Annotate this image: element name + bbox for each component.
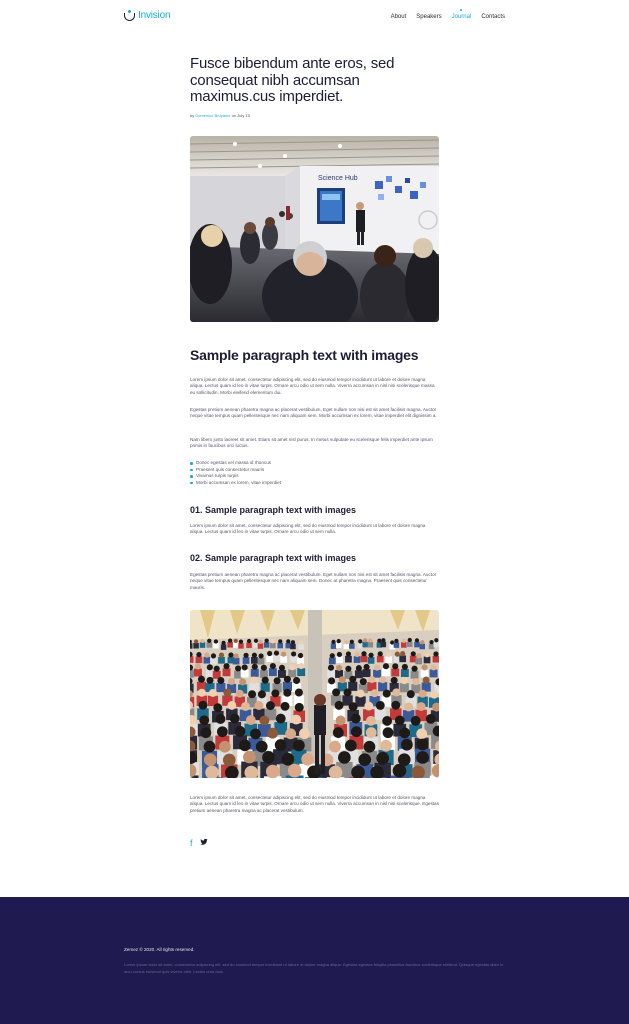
list-item: Vivamus turpis turpis xyxy=(190,473,439,480)
nav-journal[interactable]: Journal xyxy=(451,14,472,20)
bullet-list xyxy=(190,460,439,486)
hero-image xyxy=(190,136,439,322)
paragraph-2: Egestas pretium aenean pharetra magna ac placerat vestibulum. Eget nullam non nisi est sit amet facilisis magna. Auctor neque vitae tempus quam pellentesque nec nam aliquam sem. Morbi accumsan ex lorem, vitae imperdiet elit dignissim a. xyxy=(190,407,437,419)
twitter-icon[interactable] xyxy=(200,838,208,849)
closing-paragraph: Lorem ipsum dolor sit amet, consectetur adipiscing elit, sed do eiusmod tempor incididunt ut labore et dolore magna aliqua. Lectus quam id leo in vitae turpis. Ornare arcu odio ut sem nulla. Viverra accumsan in nisl nisi scelerisque. Egestas pretium aenean pharetra magna ac placerat vestibulum. xyxy=(190,795,439,813)
section1-paragraph: Lorem ipsum dolor sit amet, consectetur adipiscing elit, sed do eiusmod tempor incididunt ut labore et dolore magna aliqua. Lectus quam id leo in vitae turpis. Ornare arcu odio ut sem nulla. xyxy=(190,523,426,535)
paragraph-1: Lorem ipsum dolor sit amet, consectetur adipiscing elit, sed do eiusmod tempor incididunt ut labore et dolore magna aliqua. Lectus quam id leo in vitae turpis. Ornare arcu odio ut sem nulla. Viverra accumsan in nisl nisi scelerisque massa eu sollicitudin. Morbi eleifend elementum dui. xyxy=(190,377,435,395)
article-header xyxy=(190,56,439,118)
paragraph-3: Nam libero justo laoreet sit amet. Etiam sit amet nisl purus. In metus vulputate eu scelerisque felis imperdiet ante ipsum primis in faucibus orci luctus. xyxy=(190,437,433,449)
share-links xyxy=(190,838,208,849)
hero-sign: Science Hub xyxy=(318,175,358,182)
list-item: Praesent quis consectetur mauris xyxy=(190,467,439,474)
section-heading: Sample paragraph text with images xyxy=(190,347,419,363)
copyright: Zemez © 2020. All rights reserved. xyxy=(124,947,195,952)
nav-speakers[interactable]: Speakers xyxy=(416,14,442,20)
site-header xyxy=(0,0,629,36)
author-link[interactable]: Domenico Bruyame xyxy=(195,112,231,118)
article-title: Fusce bibendum ante eros, sed consequat nibh accumsan maximus.cus imperdiet. xyxy=(190,55,395,105)
list-item: Donec egestas vel massa id rhoncus xyxy=(190,460,439,467)
subheading-1: 01. Sample paragraph text with images xyxy=(190,505,357,515)
audience-image xyxy=(190,610,439,778)
byline xyxy=(190,113,439,118)
facebook-icon[interactable]: f xyxy=(190,838,193,848)
list-item: Morbi accumsan ex lorem, vitae imperdiet xyxy=(190,480,439,487)
nav-contacts[interactable]: Contacts xyxy=(481,14,505,20)
logo-text: Invision xyxy=(138,10,171,21)
byline-date: on July 15 xyxy=(230,112,250,118)
subheading-2: 02. Sample paragraph text with images xyxy=(190,553,357,563)
logo[interactable] xyxy=(124,10,170,21)
site-footer xyxy=(0,897,629,1024)
footer-text: Lorem ipsum dolor sit amet, consectetur adipiscing elit, sed do eiusmod tempor incididunt ut labore et dolore magna aliqua. Egestas egestas fringilla phasellus faucibus scelerisque eleifend. Quisque egestas diam in arcu cursus euismod quis viverra nibh. Lectus urna duis. xyxy=(124,962,504,974)
main-nav xyxy=(381,14,505,20)
smile-icon xyxy=(124,10,135,21)
section2-paragraph: Egestas pretium aenean pharetra magna ac placerat vestibulum. Eget nullam non nisi est sit amet facilisis magna. Auctor neque vitae tempus quam pellentesque nec nam aliquam sem. Donec at pharetra magna. Praesent quis consectetur mauris. xyxy=(190,572,437,590)
nav-about[interactable]: About xyxy=(390,14,407,20)
byline-prefix: by xyxy=(190,112,196,118)
